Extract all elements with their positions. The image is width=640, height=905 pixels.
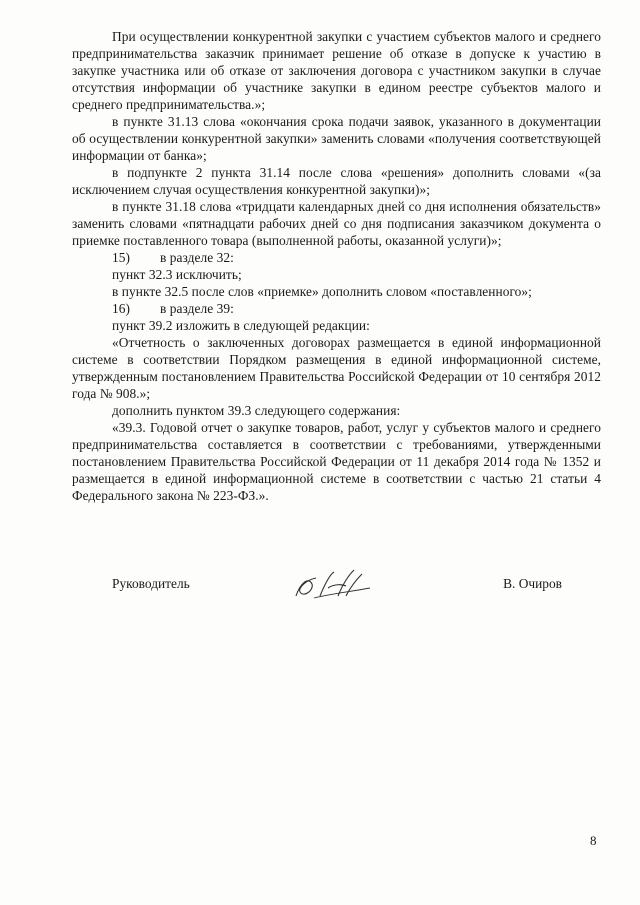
section-16-text: в разделе 39: [160,301,234,316]
section-16-number: 16) [112,301,130,316]
paragraph-8: «Отчетность о заключенных договорах размещается в единой информационной системе в соответствии Порядком размещения в единой информационной системе, утвержденным постановлением Правительства Российской Федерации от 10 сентября 2012 года № 908.»; [72,335,601,401]
paragraph-6: в пункте 32.5 после слов «приемке» дополнить словом «поставленного»; [112,284,532,299]
signatory-name: В. Очиров [503,576,562,591]
signature-block [112,566,562,606]
paragraph-4: в пункте 31.18 слова «тридцати календарных дней со дня исполнения обязательств» заменить словами «пятнадцати рабочих дней со дня подписания заказчиком документа о приемке поставленного товара (выполненной работы, оказанной услуги)»; [72,199,601,248]
paragraph-7: пункт 39.2 изложить в следующей редакции: [112,318,370,333]
signatory-title: Руководитель [112,576,190,591]
handwritten-signature [290,566,380,606]
paragraph-2: в пункте 31.13 слова «окончания срока подачи заявок, указанного в документации об осуществлении конкурентной закупки» заменить словами «получения соответствующей информации от банка»; [72,114,601,163]
paragraph-5: пункт 32.3 исключить; [112,267,242,282]
section-16 [72,300,601,317]
section-15-text: в разделе 32: [160,250,234,265]
document-body [72,28,601,504]
page-number: 8 [590,833,597,848]
section-15 [72,249,601,266]
paragraph-10: «39.3. Годовой отчет о закупке товаров, работ, услуг у субъектов малого и среднего предпринимательства составляется в соответствии с требованиями, утвержденными постановлением Правительства Российской Федерации от 11 декабря 2014 года № 1352 и размещается в единой информационной системе в соответствии с частью 21 статьи 4 Федерального закона № 223-ФЗ.». [72,420,601,503]
section-15-number: 15) [112,250,130,265]
paragraph-9: дополнить пунктом 39.3 следующего содержания: [112,403,401,418]
paragraph-3: в подпункте 2 пункта 31.14 после слова «решения» дополнить словами «(за исключением случая осуществления конкурентной закупки)»; [72,165,601,197]
paragraph-1: При осуществлении конкурентной закупки с участием субъектов малого и среднего предпринимательства заказчик принимает решение об отказе в допуске к участию в закупке участника или об отказе от заключения договора с участником закупки в случае отсутствия информации об участнике закупки в едином реестре субъектов малого и среднего предпринимательства.»; [72,29,601,112]
